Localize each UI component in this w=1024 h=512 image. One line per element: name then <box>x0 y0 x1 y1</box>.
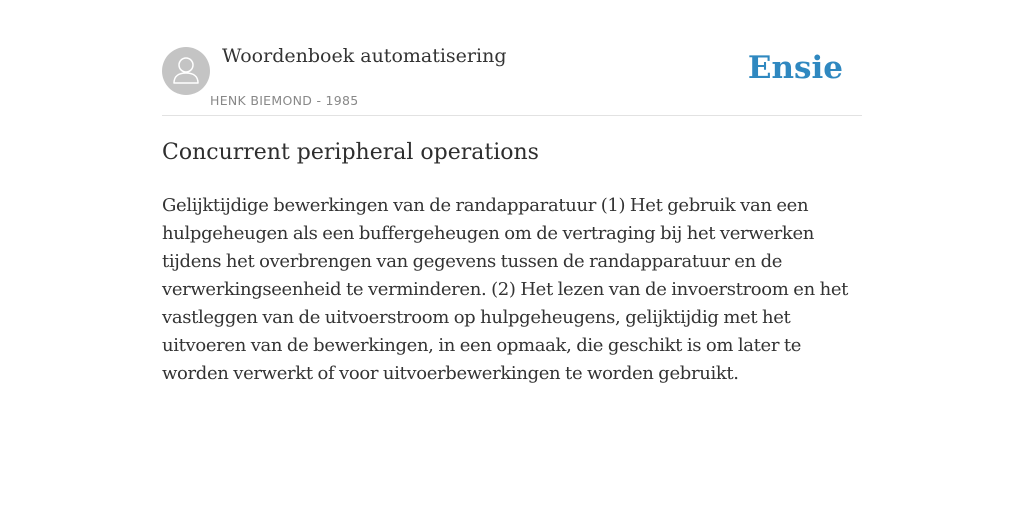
avatar[interactable] <box>162 47 210 95</box>
entry-definition: Gelijktijdige bewerkingen van de randapparatuur (1) Het gebruik van een hulpgeheugen als een buffergeheugen om de vertraging bij het verwerken tijdens het overbrengen van gegevens tussen de randapparatuur en de verwerkingseenheid te verminderen. (2) Het lezen van de invoerstroom en het vastleggen van de uitvoerstroom op hulpgeheugens, gelijktijdig met het uitvoeren van de bewerkingen, in een opmaak, die geschikt is om later te worden verwerkt of voor uitvoerbewerkingen te worden gebruikt. <box>162 195 849 384</box>
source-header <box>162 0 862 116</box>
entry-term: Concurrent peripheral operations <box>162 140 539 165</box>
user-silhouette-icon <box>162 47 210 95</box>
author-line: HENK BIEMOND - 1985 <box>210 93 359 108</box>
source-title[interactable]: Woordenboek automatisering <box>222 45 507 67</box>
brand-logo[interactable]: Ensie <box>747 50 843 86</box>
